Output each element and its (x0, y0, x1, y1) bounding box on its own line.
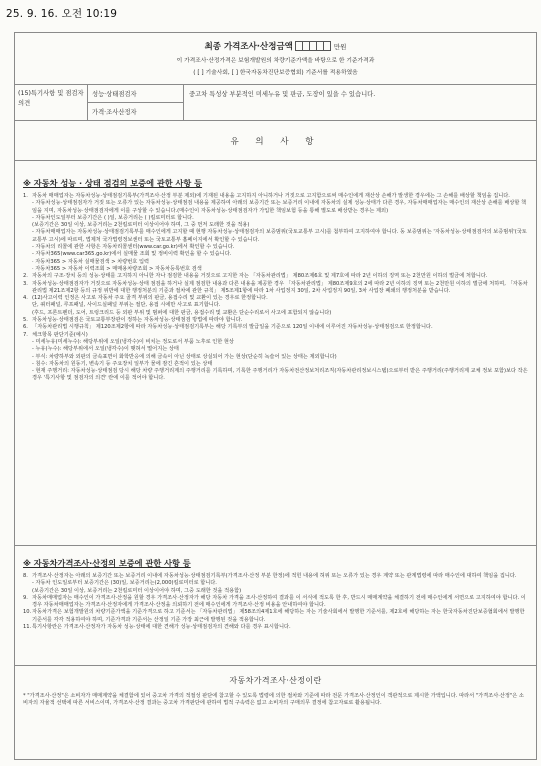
note-item (23, 310, 528, 317)
note-item (23, 259, 528, 266)
note-item (23, 588, 528, 595)
note-number: 7. (23, 331, 28, 338)
price-unit: 만원 (333, 42, 347, 51)
note-item (23, 200, 528, 215)
note-number (23, 215, 32, 222)
price-assessor-label: 가격·조사산정자 (92, 109, 137, 116)
inspector-labels (88, 85, 184, 120)
note-number (23, 580, 32, 587)
inspector-opinion: 중고차 특성상 부분적인 미세누유 및 판금, 도장이 있을 수 있습니다. (189, 91, 376, 98)
note-number: 8. (23, 573, 28, 579)
price-assessment-text: * "가격조사·산정"은 소비자가 매매계약을 체결함에 있어 중고차 가격의 적절성 판단에 참고할 수 있도록 법령에 의한 절차와 기준에 따라 전문 가격조사·산정인이 객관적으로 제시한 가액입니다. 따라서 "가격조사·산정"은 소비자의 자율적 선택에 따른 서비스이며, 가격조사·산정 결과는 중고차 가격판단에 관하여 법적 구속력은 없고 소비자의 구매의무 결정에 참고자료로 활용됩니다. (23, 693, 524, 707)
note-text: · 자동차365 > 자동차 이력조회 > 매매용차량조회 > 자동차등록번호 검색 (32, 265, 202, 272)
note-number (23, 368, 32, 383)
note-number (23, 222, 32, 229)
price-header (15, 33, 536, 85)
note-text: - 자동차성능·상태점검자가 거짓 또는 오류가 있는 자동차성능·상태점검 내용을 제공하여 아래의 보증기간 또는 보증거리 이내에 자동차의 실제 성능·상태가 다른 경우, 자동차매매업자는 매수인의 재산상 손해를 배상할 책임을 지며, 자동차성능·상태점검자에게 이를 구상할 수 있습니다.(매수인이 자동차성능·상태점검자가 가입한 책임보험 등을 통해 별도로 배상받는 경우는 제외) (32, 200, 527, 214)
note-text: 가격조사·산정자는 아래의 보증기간 또는 보증거리 이내에 자동차성능·상태점검기록부(가격조사·산정 부분 한정)에 적힌 내용에 허위 또는 오류가 있는 경우 계약 또는 관계법령에 따라 매수인에 대하여 책임을 집니다. (32, 573, 517, 579)
price-standard-note: ( [ ] 기술사회, [ ] 한국자동차진단보증협회) 기준서를 적용하였음 (193, 70, 358, 76)
note-text: 자동차가격은 보험개발원의 차량기준가액을 기준가격으로 하고 기준서는 「자동차관리법」 제58조의4제1호에 해당하는 자는 기술사회에서 발행한 기준서를, 제2호에 해당하는 자는 한국자동차진단보증협회에서 발행한 기준서를 각각 적용하여야 하며, 기준가격과 기준서는 산정일 기준 가장 최근에 발행된 것을 적용합니다. (32, 609, 525, 623)
note-text: 특기사항란은 가격조사·산정자가 자동차 성능·상태에 대한 견해가 성능·상태점검자의 견해와 다를 경우 표시합니다. (32, 624, 291, 631)
note-number (23, 200, 32, 215)
note-number: 5. (23, 317, 28, 324)
note-number (23, 229, 32, 244)
note-number: 2. (23, 273, 28, 280)
note-number (23, 259, 32, 266)
note-text: - 자동차인도일부터 보증기간은 ( )일, 보증거리는 ( )킬로미터로 합니다. (32, 214, 194, 221)
note-text: 자동차 매매업자는 자동차성능·상태점검기록부(가격조사·산정 부분 제외)에 기재된 내용을 고지하지 아니하거나 거짓으로 고지함으로써 매수인에게 재산상 손해가 발생한 경우에는 그 손해를 배상할 책임을 집니다. (32, 193, 510, 199)
note-number: 9. (23, 594, 28, 601)
section-performance-body (23, 193, 528, 383)
note-text: 단, 쿼터패널, 루프패널, 사이드실패널 부위는 절단, 용접 시에만 사고로 표기합니다. (32, 302, 221, 309)
note-text: - 자동차매매업자는 자동차성능·상태점검기록부를 매수인에게 고지할 때 현행 자동차성능·상태점검자의 보증범위(국토교통부 고시)를 첨부하여 고지하여야 합니다. 동 보증범위는 '자동차성능·상태점검자의 보증범위'(국토교통부 고시)에 따르며, 법제처 국가법령정보센터 또는 국토교통부 홈페이지에서 확인할 수 있습니다. (32, 229, 527, 243)
note-number (23, 354, 32, 361)
inspection-form-page (14, 32, 537, 760)
note-number: 1. (23, 193, 28, 199)
note-number (23, 339, 32, 346)
note-item (23, 273, 528, 280)
section-divider (15, 545, 536, 546)
note-number (23, 244, 32, 251)
section-divider (15, 665, 536, 666)
note-text: - 자동차 인도일로부터 보증기간은 (30)일, 보증거리는(2,000)킬로미터로 합니다. (32, 580, 217, 587)
note-item (23, 624, 528, 631)
note-number (23, 588, 32, 595)
note-number (23, 251, 32, 258)
note-text: (보증기간은 30일 이상, 보증거리는 2천킬로미터 이상이어야 하며, 그 중 먼저 도래한 것을 적용) (32, 222, 250, 229)
note-text: 자동차성능·상태점검은 국토교통부장관이 정하는 자동차성능·상태점검 방법에 따라야 합니다. (32, 317, 243, 324)
notes-title: 유 의 사 항 (15, 121, 536, 161)
section-price-body (23, 573, 528, 631)
note-number (23, 361, 32, 368)
note-text: - 누유(누수): 해당부위에서 오일(냉각수)이 맺혀서 떨어지는 상태 (32, 346, 179, 353)
note-number (23, 346, 32, 353)
note-item (23, 346, 528, 353)
note-text: 자동차의 구조·장치 등의 성능·상태를 고지하지 아니한 자나 점검한 내용을 거짓으로 고지한 자는 「자동차관리법」 제80조제6호 및 제7호에 따라 2년 이하의 징역 또는 2천만원 이하의 벌금에 처합니다. (32, 273, 488, 280)
note-number (23, 266, 32, 273)
special-notes-label: (15)특기사항 및 점검자 의견 (15, 85, 88, 120)
note-number (23, 310, 32, 317)
final-price-line (15, 40, 536, 52)
note-item (23, 251, 528, 258)
note-item (23, 609, 528, 624)
performance-inspector-label: 성능·상태점검자 (88, 85, 183, 103)
note-number: 3. (23, 280, 28, 287)
note-item (23, 302, 528, 309)
section-price-title: ※ 자동차가격조사·산정의 보증에 관한 사항 등 (23, 558, 191, 568)
note-text: 자동차성능·상태점검자가 거짓으로 자동차성능·상태 점검을 하거나 실제 점검한 내용과 다른 내용을 제공한 경우 「자동차관리법」 제80조제9호의 2에 따라 2년 이하의 징역 또는 2천만원 이하의 벌금에 처하며, 「자동차관리법 제21조제2항 등의 규정 위반에 대한 행정처분의 기준과 절차에 관한 규칙」 제5조제1항에 따라 1차 사업정지 30일, 2차 사업정지 90일, 3차 사업장 폐쇄의 행정처분을 받습니다. (32, 280, 528, 294)
note-text: - 자동차365(www.car365.go.kr)에서 실매물 조회 및 정비이력 확인을 할 수 있습니다. (32, 251, 232, 258)
print-timestamp: 25. 9. 16. 오전 10:19 (6, 8, 118, 20)
note-text: · 자동차365 > 자동차 실매물검색 > 차량번호 입력 (32, 258, 149, 265)
note-text: - 자동차의 리콜에 관한 사항은 자동차리콜센터(www.car.go.kr)에서 확인할 수 있습니다. (32, 244, 235, 251)
note-text: - 부식: 차량하부와 외판의 금속표면이 화학반응에 의해 금속이 아닌 상태로 상실되어 가는 현상(단순히 녹슬어 있는 상태는 제외합니다) (32, 353, 337, 360)
special-notes-row (15, 85, 536, 121)
price-assessment-title: 자동차가격조사·산정이란 (229, 676, 322, 685)
note-text: - 미세누유(미세누수): 해당부위에 오일(냉각수)이 비치는 정도로서 부품 노후로 인한 현상 (32, 338, 234, 345)
note-text: (후드, 프론트펜더, 도어, 트렁크리드 등 외판 부위 및 범퍼에 대한 판금, 용접수리 및 교환은 단순수리로서 사고에 포함되지 않습니다) (32, 309, 332, 316)
note-item (23, 332, 528, 339)
note-text: (보증기간은 30일 이상, 보증거리는 2천킬로미터 이상이어야 하며, 그중 도래한 것을 적용함) (32, 587, 242, 594)
note-item (23, 368, 528, 383)
note-text: 「자동차관리법 시행규칙」 제120조제2항에 따라 자동차성능·상태점검기록부는 해당 기록부의 발급일을 기준으로 120일 이내에 이루어진 자동차성능·상태점검으로 한정합니다. (32, 324, 433, 331)
note-item (23, 354, 528, 361)
note-number (23, 302, 32, 309)
note-item (23, 595, 528, 610)
note-text: 체크항목 판단기준(예시) (32, 331, 88, 338)
note-text: - 침수: 자동차의 원동기, 변속기 등 주요장치 일부가 물에 잠긴 흔적이 있는 상태 (32, 360, 213, 367)
note-text: (12)사고이력 인정은 사고로 자동차 주요 골격 부위의 판금, 용접수리 및 교환이 있는 경우로 한정합니다. (32, 295, 268, 302)
price-basis-note: 이 가격조사·산정가격은 보험개발원의 차량기준가액을 바탕으로 한 기준가격과 (176, 58, 375, 64)
note-text: - 현재 주행거리: 자동차성능·상태점검 당시 해당 차량 주행거리계의 주행거리를 기록하며, 기록한 주행거리가 자동차전산정보처리조직(자동차관리정보시스템)으로부터 받은 주행거리(주행거리계 교체 정보 포함)보다 작은 경우 '특기사항 및 점검자의 의견' 란에 이를 적어야 합니다. (32, 368, 528, 382)
price-digit-boxes[interactable] (296, 41, 331, 51)
section-performance-title: ※ 자동차 성능 · 상태 점검의 보증에 관한 사항 등 (23, 178, 203, 188)
note-text: 자동차매매업자는 매수인이 가격조사·산정을 원할 경우 가격조사·산정자가 해당 자동차 가격을 조사·산정하여 결과를 이 서식에 적도록 한 후, 반드시 매매계약을 체결하기 전에 매수인에게 서면으로 고지하여야 합니다. 이 경우 자동차매매업자는 가격조사·산정자에게 가격조사·산정을 의뢰하기 전에 매수인에게 가격조사·산정 비용을 안내하여야 합니다. (32, 594, 526, 609)
note-item (23, 281, 528, 296)
note-number: 11. (23, 624, 32, 631)
note-number: 6. (23, 324, 28, 331)
note-number: 10. (23, 609, 32, 616)
note-item (23, 324, 528, 331)
note-number: 4. (23, 295, 28, 302)
note-item (23, 229, 528, 244)
note-item (23, 580, 528, 587)
final-price-title: 최종 가격조사·산정금액 (204, 42, 293, 52)
